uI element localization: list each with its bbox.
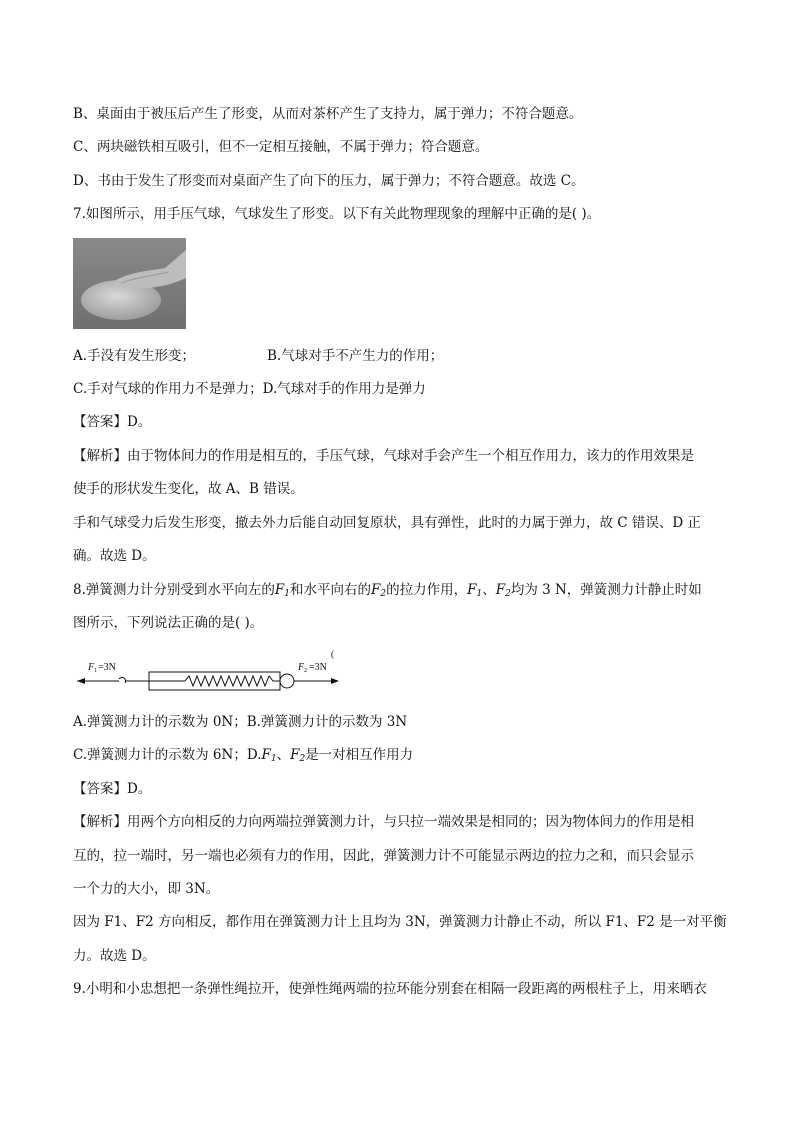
c-option-explanation: C、两块磁铁相互吸引，但不一定相互接触，不属于弹力；符合题意。 — [73, 139, 489, 155]
q8-stem-part-1: 8.弹簧测力计分别受到水平向左的 — [73, 582, 275, 598]
question-7-explanation-line-3: 手和气球受力后发生形变，撤去外力后能自动回复原状，具有弹性，此时的力属于弹力，故 C 错误、D 正 — [73, 515, 702, 531]
question-9-stem: 9.小明和小忠想把一条弹性绳拉开，使弹性绳两端的拉环能分别套在相隔一段距离的两根柱子上，用来晒衣 — [73, 981, 707, 997]
question-7-option-a: A.手没有发生形变； — [73, 348, 196, 364]
left-force-label: F — [88, 662, 95, 673]
question-7-options-c-d: C.手对气球的作用力不是弹力；D.气球对手的作用力是弹力 — [73, 381, 426, 397]
hand-pressing-balloon-photo — [73, 238, 186, 329]
question-7-answer: 【答案】D。 — [73, 414, 152, 430]
question-8-explanation-line-1: 【解析】用两个方向相反的力向两端拉弹簧测力计，与只拉一端效果是相同的；因为物体间力的作用是相 — [73, 814, 694, 830]
left-force-subscript: 1 — [94, 668, 97, 674]
d-option-explanation: D、书由于发生了形变而对桌面产生了向下的压力，属于弹力；不符合题意。故选 C。 — [73, 173, 585, 189]
question-8-options-a-b: A.弹簧测力计的示数为 0N；B.弹簧测力计的示数为 3N — [73, 714, 408, 730]
question-8-explanation-line-5: 力。故选 D。 — [73, 948, 156, 964]
f2-symbol: $F_2$ — [495, 582, 511, 599]
question-7-option-b: B.气球对手不产生力的作用； — [267, 348, 444, 364]
question-7-stem: 7.如图所示，用手压气球，气球发生了形变。以下有关此物理现象的理解中正确的是( )。 — [73, 206, 601, 222]
f2-symbol: $F_2$ — [290, 747, 306, 764]
right-force-label: F — [298, 662, 305, 673]
right-force-value: =3N — [309, 662, 327, 673]
question-7-explanation-line-4: 确。故选 D。 — [73, 548, 156, 564]
f2-symbol: $F_2$ — [371, 582, 387, 599]
question-8-stem-line-2: 图所示，下列说法正确的是( )。 — [73, 615, 264, 631]
f1-symbol: $F_1$ — [274, 582, 290, 599]
right-arrowhead — [331, 678, 339, 684]
f1-symbol: $F_1$ — [467, 582, 483, 599]
question-7-explanation-line-1: 【解析】由于物体间力的作用是相互的，手压气球，气球对手会产生一个相互作用力，该力的作用效果是 — [73, 448, 694, 464]
question-8-explanation-line-3: 一个力的大小，即 3N。 — [73, 881, 220, 897]
spring-scale-diagram — [73, 648, 363, 698]
question-8-explanation-line-4: 因为 F1、F2 方向相反，都作用在弹簧测力计上且均为 3N，弹簧测力计静止不动，所以 F1、F2 是一对平衡 — [73, 914, 727, 930]
q8-option-d-end: 是一对相互作用力 — [305, 747, 414, 763]
q8-stem-part-4: 均为 3 N，弹簧测力计静止时如 — [510, 582, 702, 598]
question-7-explanation-line-2: 使手的形状发生变化，故 A、B 错误。 — [73, 481, 304, 497]
q8-stem-part-2: 和水平向右的 — [290, 582, 371, 598]
question-8-explanation-line-2: 互的，拉一端时，另一端也必须有力的作用，因此，弹簧测力计不可能显示两边的拉力之和，而只会显示 — [73, 848, 694, 864]
question-8-answer: 【答案】D。 — [73, 781, 152, 797]
left-hook — [119, 677, 126, 683]
left-arrowhead — [77, 678, 85, 684]
q8-stem-part-3: 的拉力作用， — [386, 582, 468, 598]
question-8-options-c-d: C.弹簧测力计的示数为 6N；$D.F_1$、$F_2$是一对相互作用力 — [73, 747, 414, 764]
left-force-value: =3N — [98, 662, 116, 673]
right-force-subscript: 2 — [304, 668, 307, 674]
corner-mark: ( — [331, 649, 334, 659]
f1-symbol: $F_1$ — [261, 747, 277, 764]
right-ring — [280, 674, 294, 688]
spring-coil — [185, 676, 280, 686]
b-option-explanation: B、桌面由于被压后产生了形变，从而对茶杯产生了支持力，属于弹力；不符合题意。 — [73, 106, 583, 122]
question-8-stem-line-1: 8.弹簧测力计分别受到水平向左的$F_1$和水平向右的$F_2$的拉力作用，$F_1$、$F_2$均为 3 N，弹簧测力计静止时如 — [73, 582, 702, 599]
q8-option-c: C.弹簧测力计的示数为 6N；D. — [73, 747, 262, 763]
